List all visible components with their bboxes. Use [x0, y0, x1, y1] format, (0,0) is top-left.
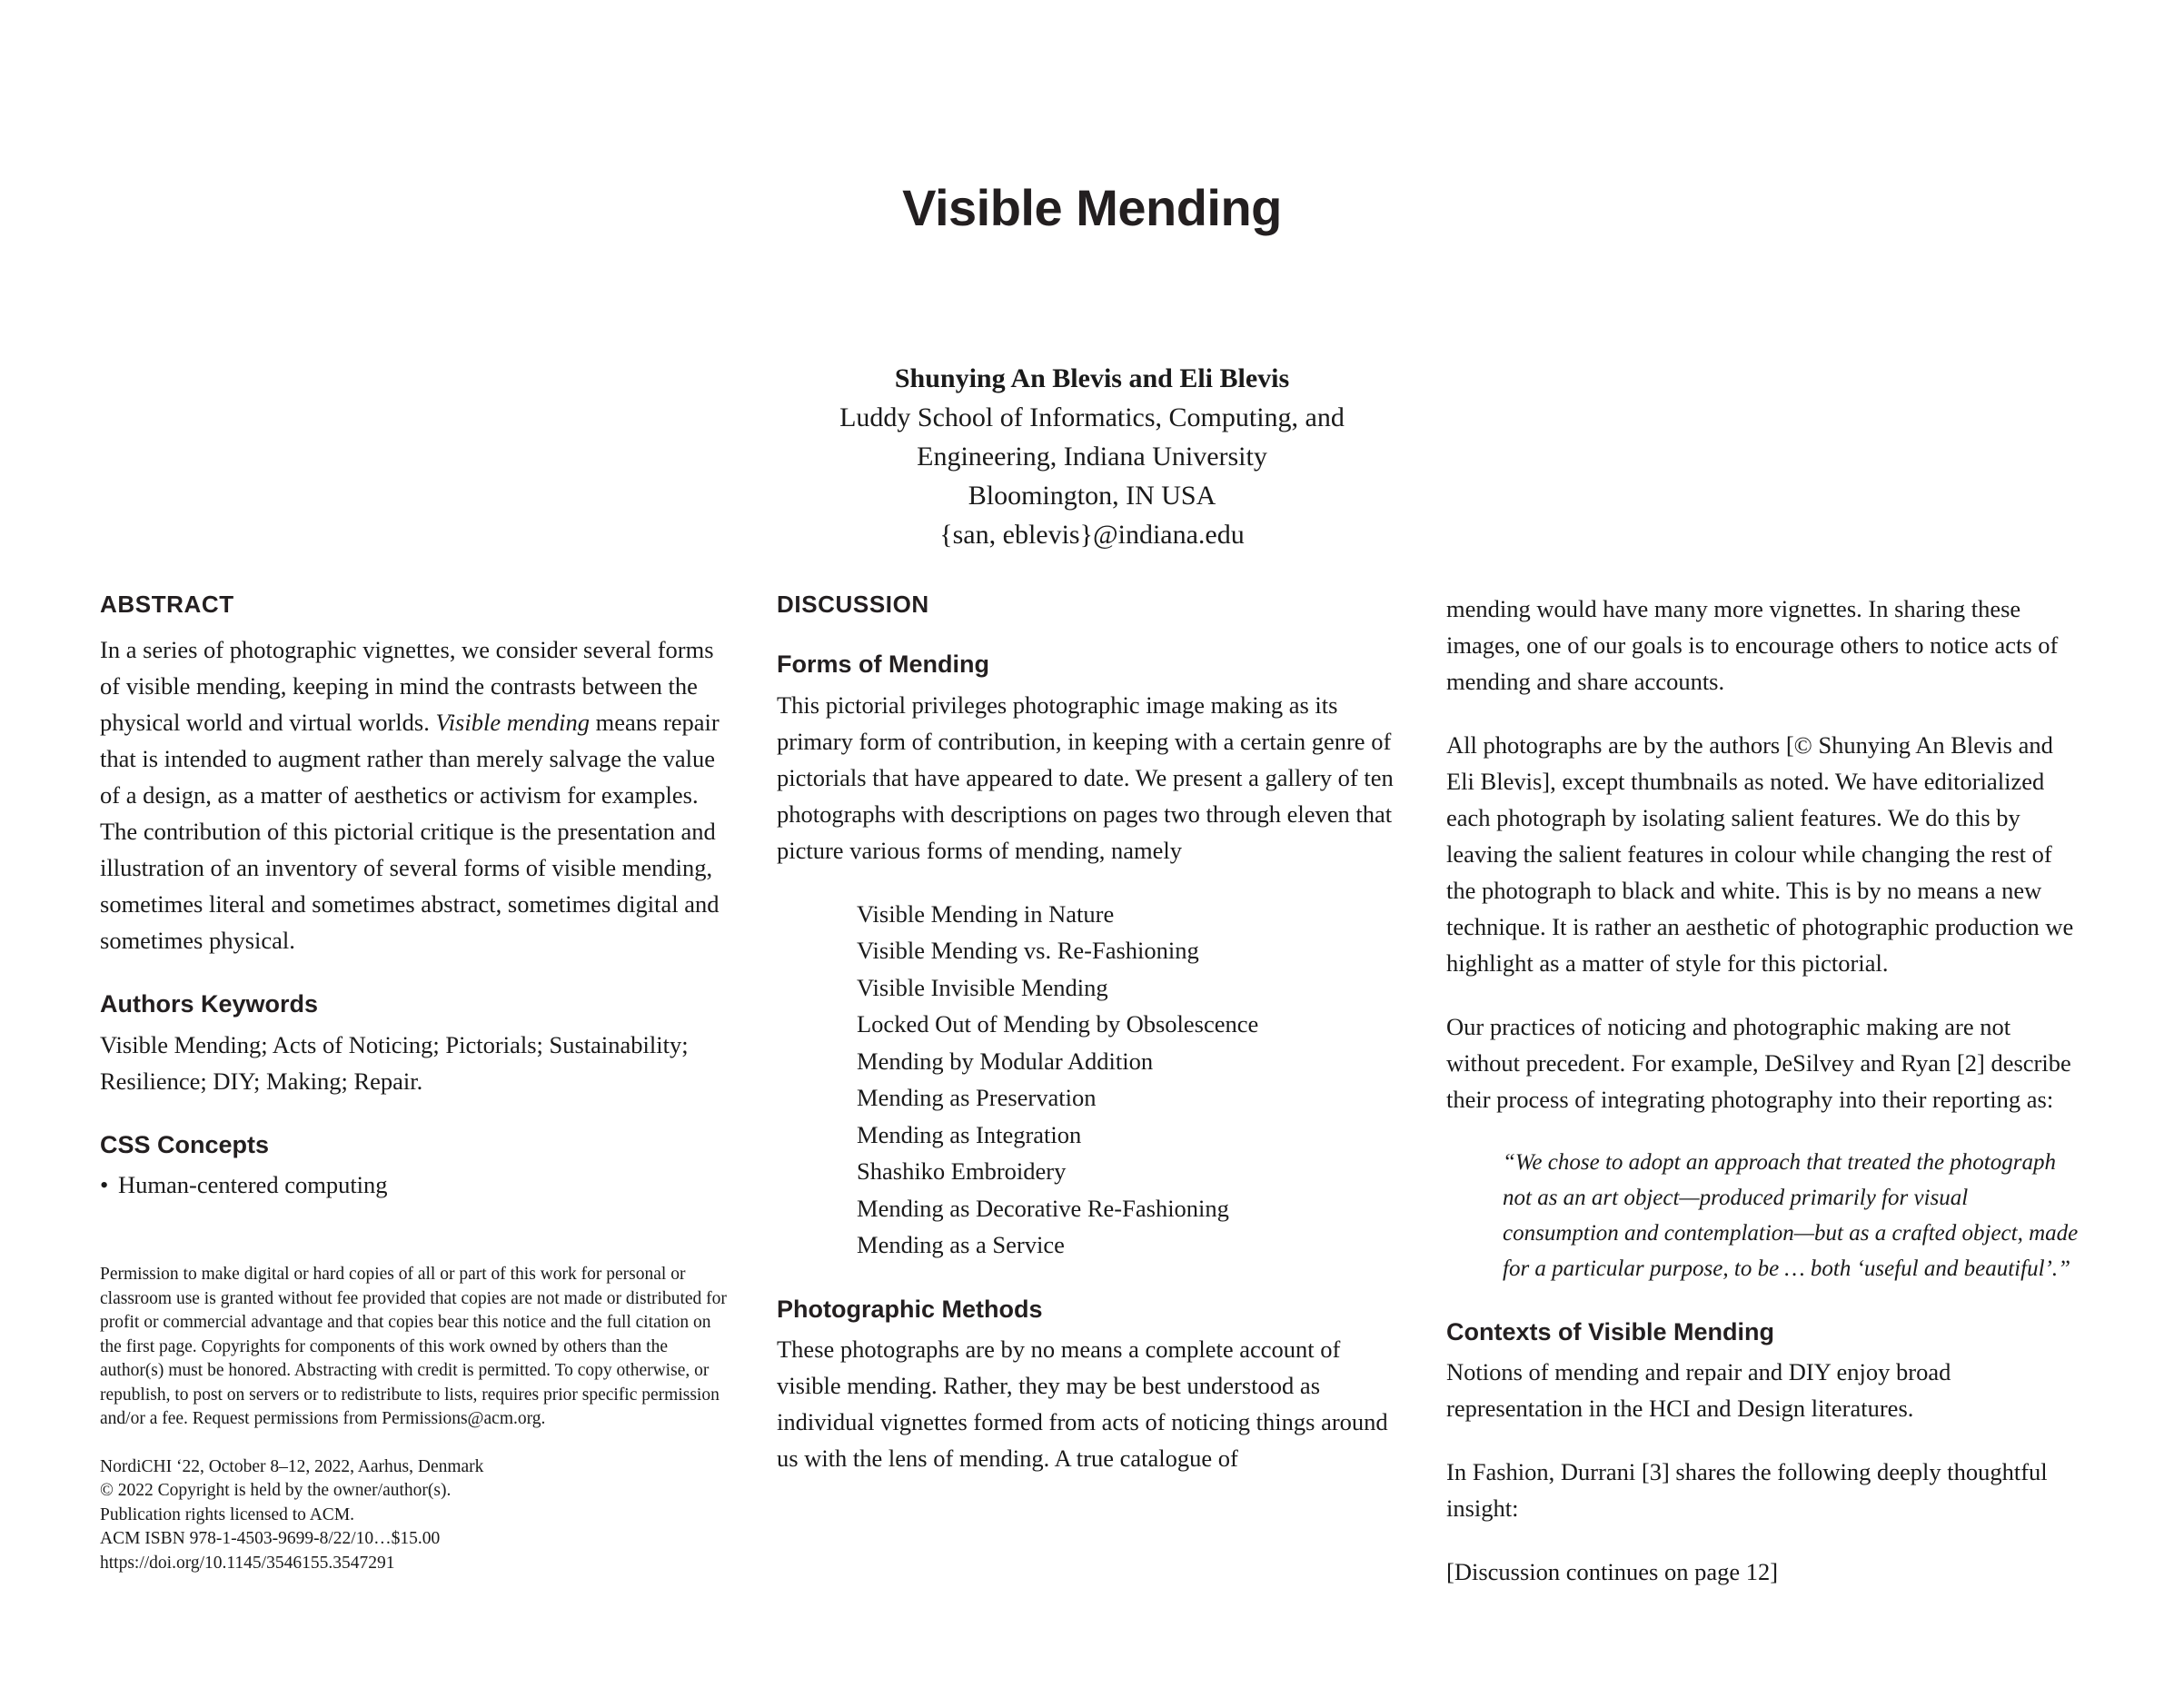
- author-names: Shunying An Blevis and Eli Blevis: [894, 363, 1290, 393]
- list-item: Visible Mending in Nature: [857, 899, 1115, 928]
- list-item: Shashiko Embroidery: [857, 1157, 1067, 1186]
- css-concepts-heading: CSS Concepts: [100, 1130, 270, 1158]
- photograph-credits-paragraph: All photographs are by the authors [© Shunying An Blevis and Eli Blevis], except thumbnails as noted. We have editorialized each photograph by isolating salient features. We do this by leaving the salient features in colour while changing the rest of the photograph to black and white. This is by no means a new technique. It is rather an aesthetic of photographic production we highlight as a matter of style for this pictorial.: [1446, 731, 2074, 977]
- list-item: Locked Out of Mending by Obsolescence: [857, 1010, 1259, 1038]
- citation-conference: NordiCHI ‘22, October 8–12, 2022, Aarhus, Denmark: [100, 1456, 484, 1476]
- abstract-text-before: In a series of photographic vignettes, we consider several forms of visible mending, keeping in mind the contrasts between the physical world and virtual worlds.: [100, 636, 714, 737]
- list-item: • Human-centered computing: [100, 1167, 727, 1203]
- column-left: [100, 591, 727, 1203]
- abstract-text-after: means repair that is intended to augment rather than merely salvage the value of a design, as a matter of aesthetics or activism for examples. The contribution of this pictorial critique is the presentation and illustration of an inventory of several forms of visible mending, sometimes literal and sometimes abstract, sometimes digital and sometimes physical.: [100, 709, 720, 955]
- copyright-block: [100, 1263, 727, 1575]
- list-item: Mending as Preservation: [857, 1084, 1097, 1112]
- list-item: Mending by Modular Addition: [857, 1047, 1154, 1075]
- contexts-paragraph-2: In Fashion, Durrani [3] shares the following deeply thoughtful insight:: [1446, 1458, 2048, 1523]
- css-concepts-list: [100, 1167, 727, 1203]
- keywords-text: Visible Mending; Acts of Noticing; Pictorials; Sustainability; Resilience; DIY; Making; Repair.: [100, 1030, 689, 1095]
- citation-copyright: © 2022 Copyright is held by the owner/author(s).: [100, 1481, 452, 1500]
- contexts-paragraph-1: Notions of mending and repair and DIY enjoy broad representation in the HCI and Design literatures.: [1446, 1358, 1951, 1423]
- column-right: [1446, 591, 2082, 1590]
- list-item: Mending as Decorative Re-Fashioning: [857, 1194, 1229, 1222]
- photographic-methods-heading: Photographic Methods: [777, 1295, 1043, 1323]
- publication-citation: [100, 1455, 727, 1576]
- abstract-italic-phrase: Visible mending: [435, 709, 590, 737]
- permission-notice: Permission to make digital or hard copies of all or part of this work for personal or classroom use is granted without fee provided that copies are not made or distributed for profit or commercial advantage and that copies bear this notice and the full citation on the first page. Copyrights for components of this work owned by others than the author(s) must be honored. Abstracting with credit is permitted. To copy otherwise, or republish, to post on servers or to redistribute to lists, requires prior specific permission and/or a fee. Request permissions from Permissions@acm.org.: [100, 1265, 727, 1428]
- forms-of-mending-paragraph: This pictorial privileges photographic image making as its primary form of contribution, in keeping with a certain genre of pictorials that have appeared to date. We present a gallery of ten photographs with descriptions on pages two through eleven that picture various forms of mending, namely: [777, 690, 1394, 864]
- author-location: Bloomington, IN USA: [968, 481, 1216, 511]
- forms-of-mending-heading: Forms of Mending: [777, 650, 989, 679]
- citation-isbn: ACM ISBN 978-1-4503-9699-8/22/10…$15.00: [100, 1529, 441, 1548]
- photographic-methods-paragraph-part2: mending would have many more vignettes. In sharing these images, one of our goals is to encourage others to notice acts of mending and share accounts.: [1446, 595, 2059, 695]
- desilvey-ryan-blockquote: “We chose to adopt an approach that treated the photograph not as an art object—produced primarily for visual consumption and contemplation—but as a crafted object, made for a particular purpose, to be … both ‘useful and beautiful’.”: [1503, 1150, 2079, 1281]
- list-item: Mending as Integration: [857, 1120, 1082, 1148]
- photographic-methods-paragraph-part1: These photographs are by no means a complete account of visible mending. Rather, they may be best understood as individual vignettes formed from acts of noticing things around us with the lens of mending. A true catalogue of: [777, 1335, 1388, 1472]
- abstract-text: [100, 631, 727, 958]
- author-block: [729, 359, 1455, 554]
- affiliation-line-1: Luddy School of Informatics, Computing, and: [839, 402, 1345, 432]
- continuation-note: [Discussion continues on page 12]: [1446, 1558, 1779, 1586]
- citation-doi[interactable]: https://doi.org/10.1145/3546155.3547291: [100, 1553, 395, 1573]
- list-item: Visible Invisible Mending: [857, 973, 1108, 1001]
- contexts-heading: Contexts of Visible Mending: [1446, 1318, 1775, 1345]
- citation-rights: Publication rights licensed to ACM.: [100, 1504, 355, 1524]
- affiliation-line-2: Engineering, Indiana University: [917, 442, 1267, 472]
- mending-forms-list: [777, 896, 1404, 1264]
- precedent-paragraph: Our practices of noticing and photographic making are not without precedent. For example, DeSilvey and Ryan [2] describe their process of integrating photography into their reporting as:: [1446, 1013, 2071, 1113]
- page-title: Visible Mending: [902, 179, 1282, 236]
- author-email: {san, eblevis}@indiana.edu: [939, 520, 1245, 550]
- abstract-heading: ABSTRACT: [100, 591, 234, 618]
- list-item: Mending as a Service: [857, 1231, 1065, 1259]
- column-middle: [777, 591, 1404, 1476]
- keywords-heading: Authors Keywords: [100, 990, 319, 1018]
- discussion-heading: DISCUSSION: [777, 591, 929, 618]
- list-item: Visible Mending vs. Re-Fashioning: [857, 937, 1199, 965]
